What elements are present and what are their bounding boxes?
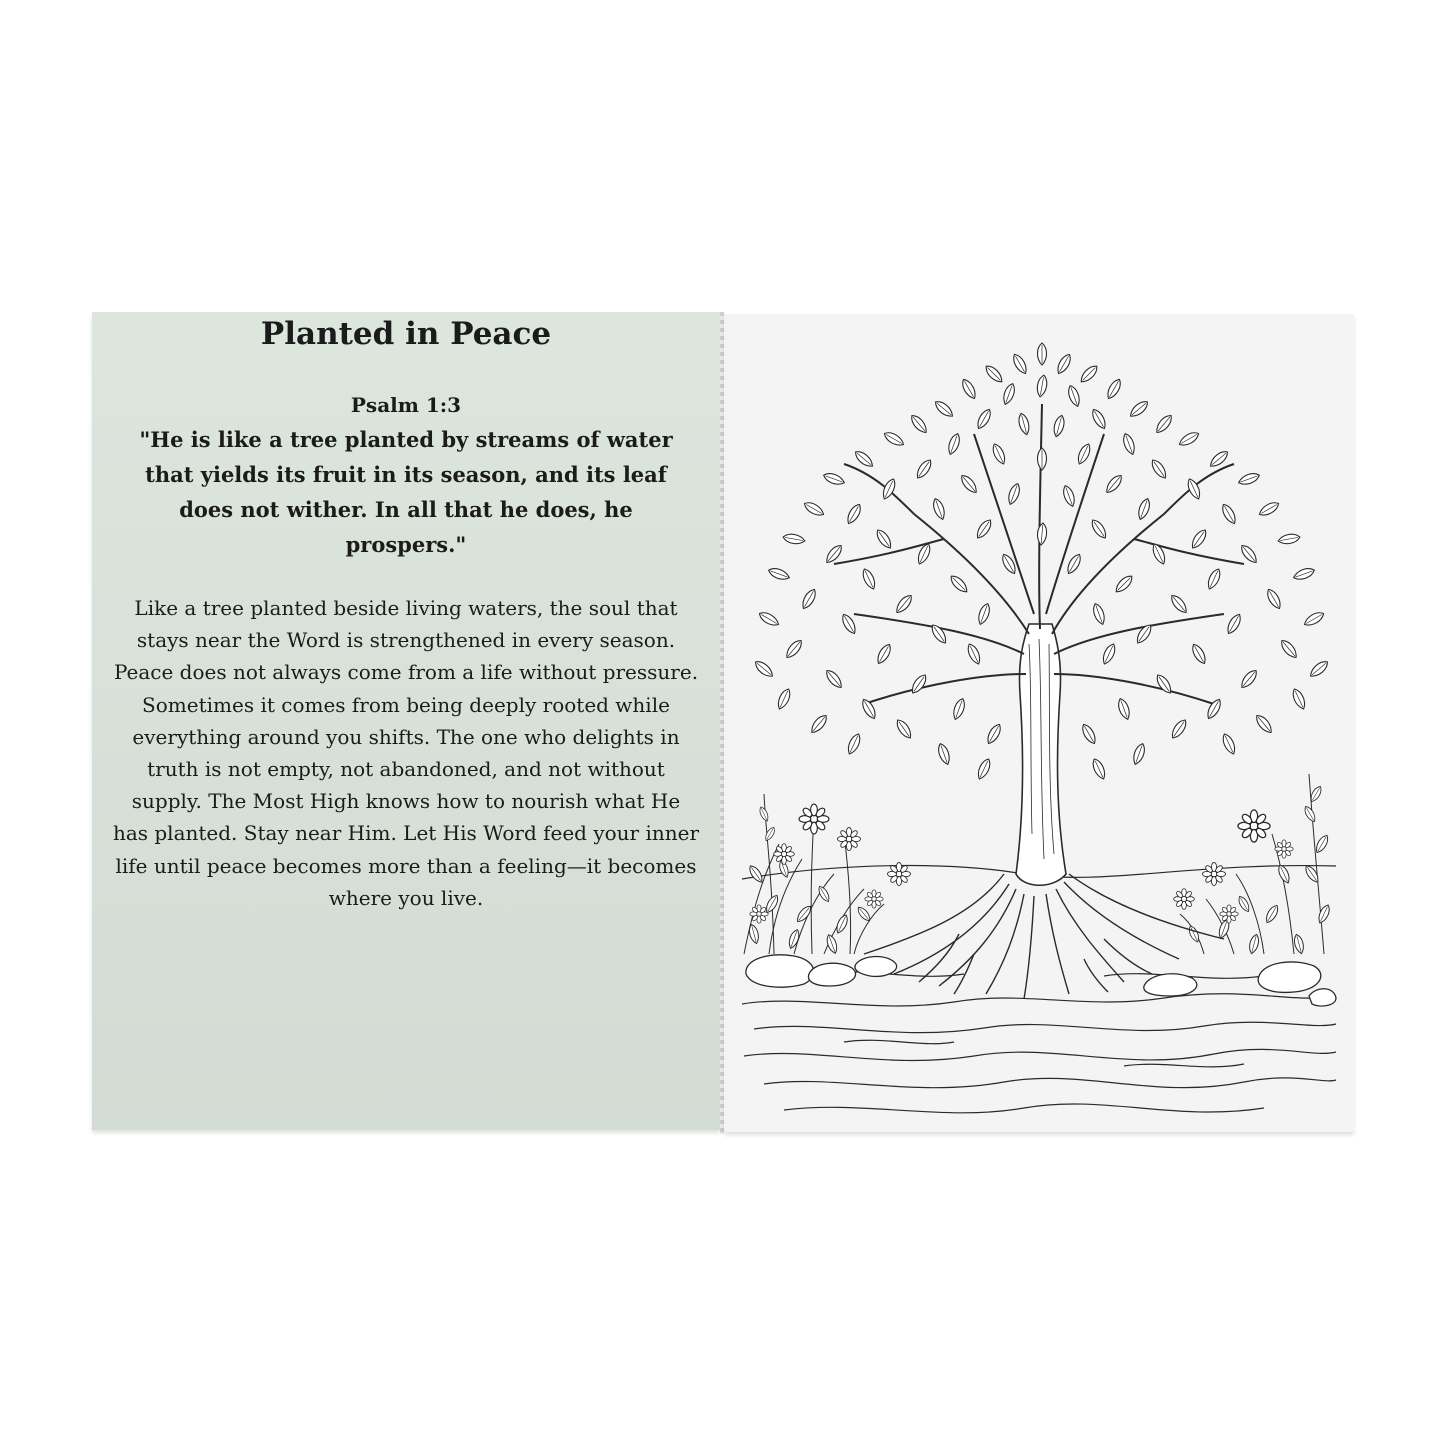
page-title: Planted in Peace [260, 316, 552, 352]
tree-illustration [724, 314, 1354, 1132]
book-spread [92, 312, 1354, 1134]
scripture-reference: Psalm 1:3 [350, 393, 462, 417]
reflection-text: Like a tree planted beside living waters, the soul that stays near the Word is strengthened in every season. Peace does not always come from a life without pressure. Sometimes it comes from being deeply rooted while everything around you shifts. The one who delights in truth is not empty, not abandoned, and not without supply. The Most High knows how to nourish what He has planted. Stay near Him. Let His Word feed your inner life until peace becomes more than a feeling—it becomes where you live. [112, 596, 700, 910]
right-page [724, 314, 1354, 1132]
scripture-verse: "He is like a tree planted by streams of water that yields its fruit in its season, and its leaf does not wither. In all that he does, he prospers." [139, 427, 673, 557]
left-page [92, 312, 720, 1130]
